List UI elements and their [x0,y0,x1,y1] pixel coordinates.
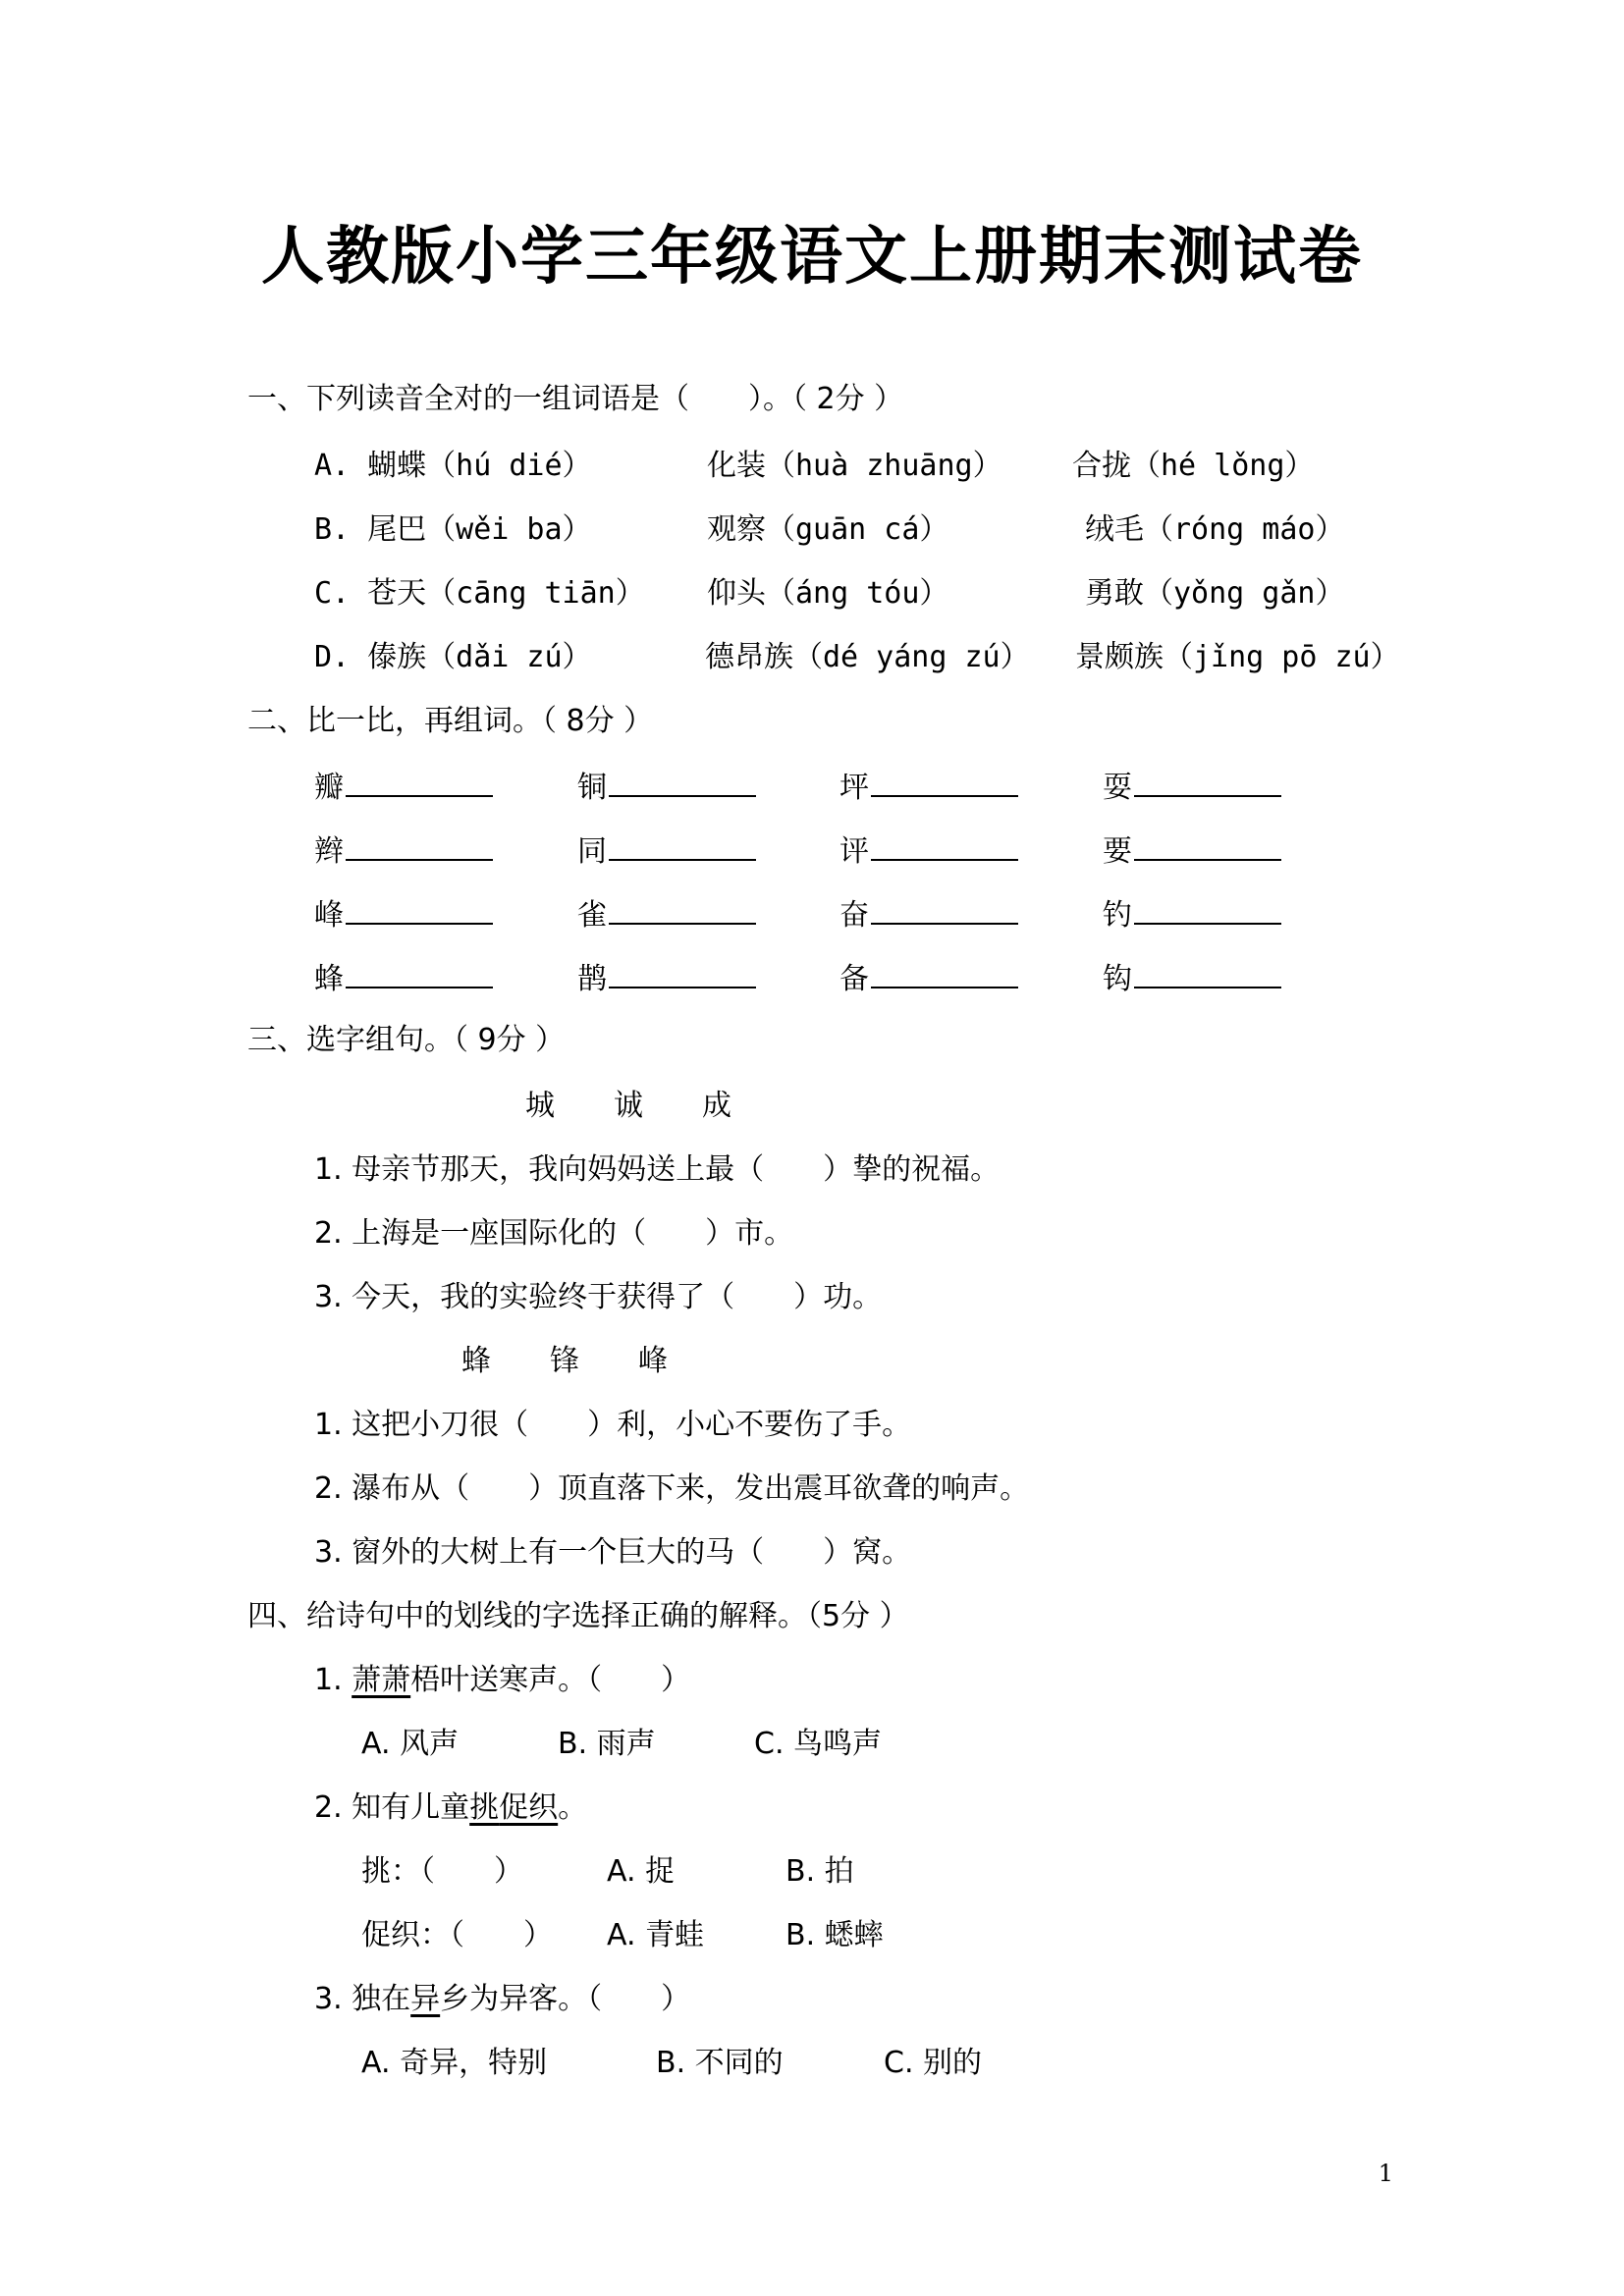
q2-word-1-4: 耍 [1103,766,1281,808]
answer-blank[interactable] [871,829,1018,861]
underlined-word: 挑 [469,1790,500,1825]
q4-item-2b-label: 促织：（ ） [361,1918,553,1952]
answer-blank[interactable] [1134,829,1281,861]
q3-sentence-1-2: 2. 上海是一座国际化的（ ）市。 [314,1216,794,1251]
q1-option-a1: A. 蝴蝶（hú dié） [314,449,592,483]
underlined-word: 异 [410,1982,441,2016]
q2-word-4-1: 蜂 [314,957,493,999]
answer-blank[interactable] [871,957,1018,988]
q3-sentence-1-1: 1. 母亲节那天，我向妈妈送上最（ ）挚的祝福。 [314,1152,1001,1187]
answer-blank[interactable] [1134,893,1281,925]
q4-item-2a-label: 挑：（ ） [361,1854,523,1889]
answer-blank[interactable] [346,957,493,988]
q3-char-choices-1: 城 诚 成 [525,1089,731,1123]
q2-word-2-4: 要 [1103,829,1281,872]
answer-blank[interactable] [1134,957,1281,988]
q4-item-2a-option-a: A. 捉 [607,1854,676,1889]
q1-heading: 一、下列读音全对的一组词语是（ ）。（ 2分 ） [247,382,904,416]
q3-heading: 三、选字组句。（ 9分 ） [247,1023,566,1057]
q4-item-3: 3. 独在异乡为异客。（ ） [314,1982,691,2016]
answer-blank[interactable] [1134,766,1281,797]
q2-word-2-2: 同 [577,829,756,872]
q1-option-b2: 观察（guān cá） [707,512,949,547]
q4-item-2: 2. 知有儿童挑促织。 [314,1790,588,1825]
answer-blank[interactable] [609,766,756,797]
q2-word-3-4: 钓 [1103,893,1281,935]
q3-sentence-1-3: 3. 今天，我的实验终于获得了（ ）功。 [314,1280,883,1314]
q1-option-d3: 景颇族（jǐng pō zú） [1075,640,1400,674]
underlined-word: 促织 [499,1790,559,1825]
q2-word-4-3: 备 [839,957,1018,999]
q4-item-3-option-b: B. 不同的 [656,2046,784,2080]
q2-word-3-2: 雀 [577,893,756,935]
answer-blank[interactable] [871,766,1018,797]
q2-word-1-3: 坪 [839,766,1018,808]
q1-option-a2: 化装（huà zhuāng） [707,449,1002,483]
q4-item-3-option-a: A. 奇异，特别 [361,2046,548,2080]
q1-option-c2: 仰头（áng tóu） [707,576,949,611]
q2-word-3-1: 峰 [314,893,493,935]
underlined-word: 萧萧 [352,1663,411,1697]
q4-item-1-option-b: B. 雨声 [558,1727,656,1761]
answer-blank[interactable] [609,829,756,861]
q1-option-c3: 勇敢（yǒng gǎn） [1085,576,1345,611]
q4-item-2b-option-a: A. 青蛙 [607,1918,705,1952]
answer-blank[interactable] [609,893,756,925]
q2-word-4-4: 钩 [1103,957,1281,999]
q3-sentence-2-2: 2. 瀑布从（ ）顶直落下来，发出震耳欲聋的响声。 [314,1471,1030,1506]
q3-sentence-2-1: 1. 这把小刀很（ ）利，小心不要伤了手。 [314,1408,912,1442]
q2-word-3-3: 奋 [839,893,1018,935]
page-number: 1 [1378,2160,1393,2187]
q4-item-3-option-c: C. 别的 [884,2046,983,2080]
q4-item-1-option-a: A. 风声 [361,1727,460,1761]
q1-option-c1: C. 苍天（cāng tiān） [314,576,645,611]
q2-word-4-2: 鹊 [577,957,756,999]
q4-item-1: 1. 萧萧梧叶送寒声。（ ） [314,1663,691,1697]
q2-heading: 二、比一比，再组词。（ 8分 ） [247,704,654,738]
answer-blank[interactable] [346,766,493,797]
q2-word-1-1: 瓣 [314,766,493,808]
q2-word-2-3: 评 [839,829,1018,872]
q2-word-2-1: 辫 [314,829,493,872]
q1-option-a3: 合拢（hé lǒng） [1072,449,1315,483]
q4-item-1-option-c: C. 鸟鸣声 [754,1727,883,1761]
q1-option-d2: 德昂族（dé yáng zú） [705,640,1030,674]
q3-char-choices-2: 蜂 锋 峰 [461,1344,668,1378]
q4-item-2b-option-b: B. 蟋蟀 [785,1918,884,1952]
q4-item-2a-option-b: B. 拍 [785,1854,854,1889]
q2-word-1-2: 铜 [577,766,756,808]
answer-blank[interactable] [346,829,493,861]
answer-blank[interactable] [346,893,493,925]
q1-option-b3: 绒毛（róng máo） [1085,512,1345,547]
answer-blank[interactable] [871,893,1018,925]
q4-heading: 四、给诗句中的划线的字选择正确的解释。（5分 ） [247,1599,909,1633]
answer-blank[interactable] [609,957,756,988]
q1-option-b1: B. 尾巴（wěi ba） [314,512,592,547]
q3-sentence-2-3: 3. 窗外的大树上有一个巨大的马（ ）窝。 [314,1535,912,1570]
page-title: 人教版小学三年级语文上册期末测试卷 [261,220,1363,294]
q1-option-d1: D. 傣族（dǎi zú） [314,640,592,674]
